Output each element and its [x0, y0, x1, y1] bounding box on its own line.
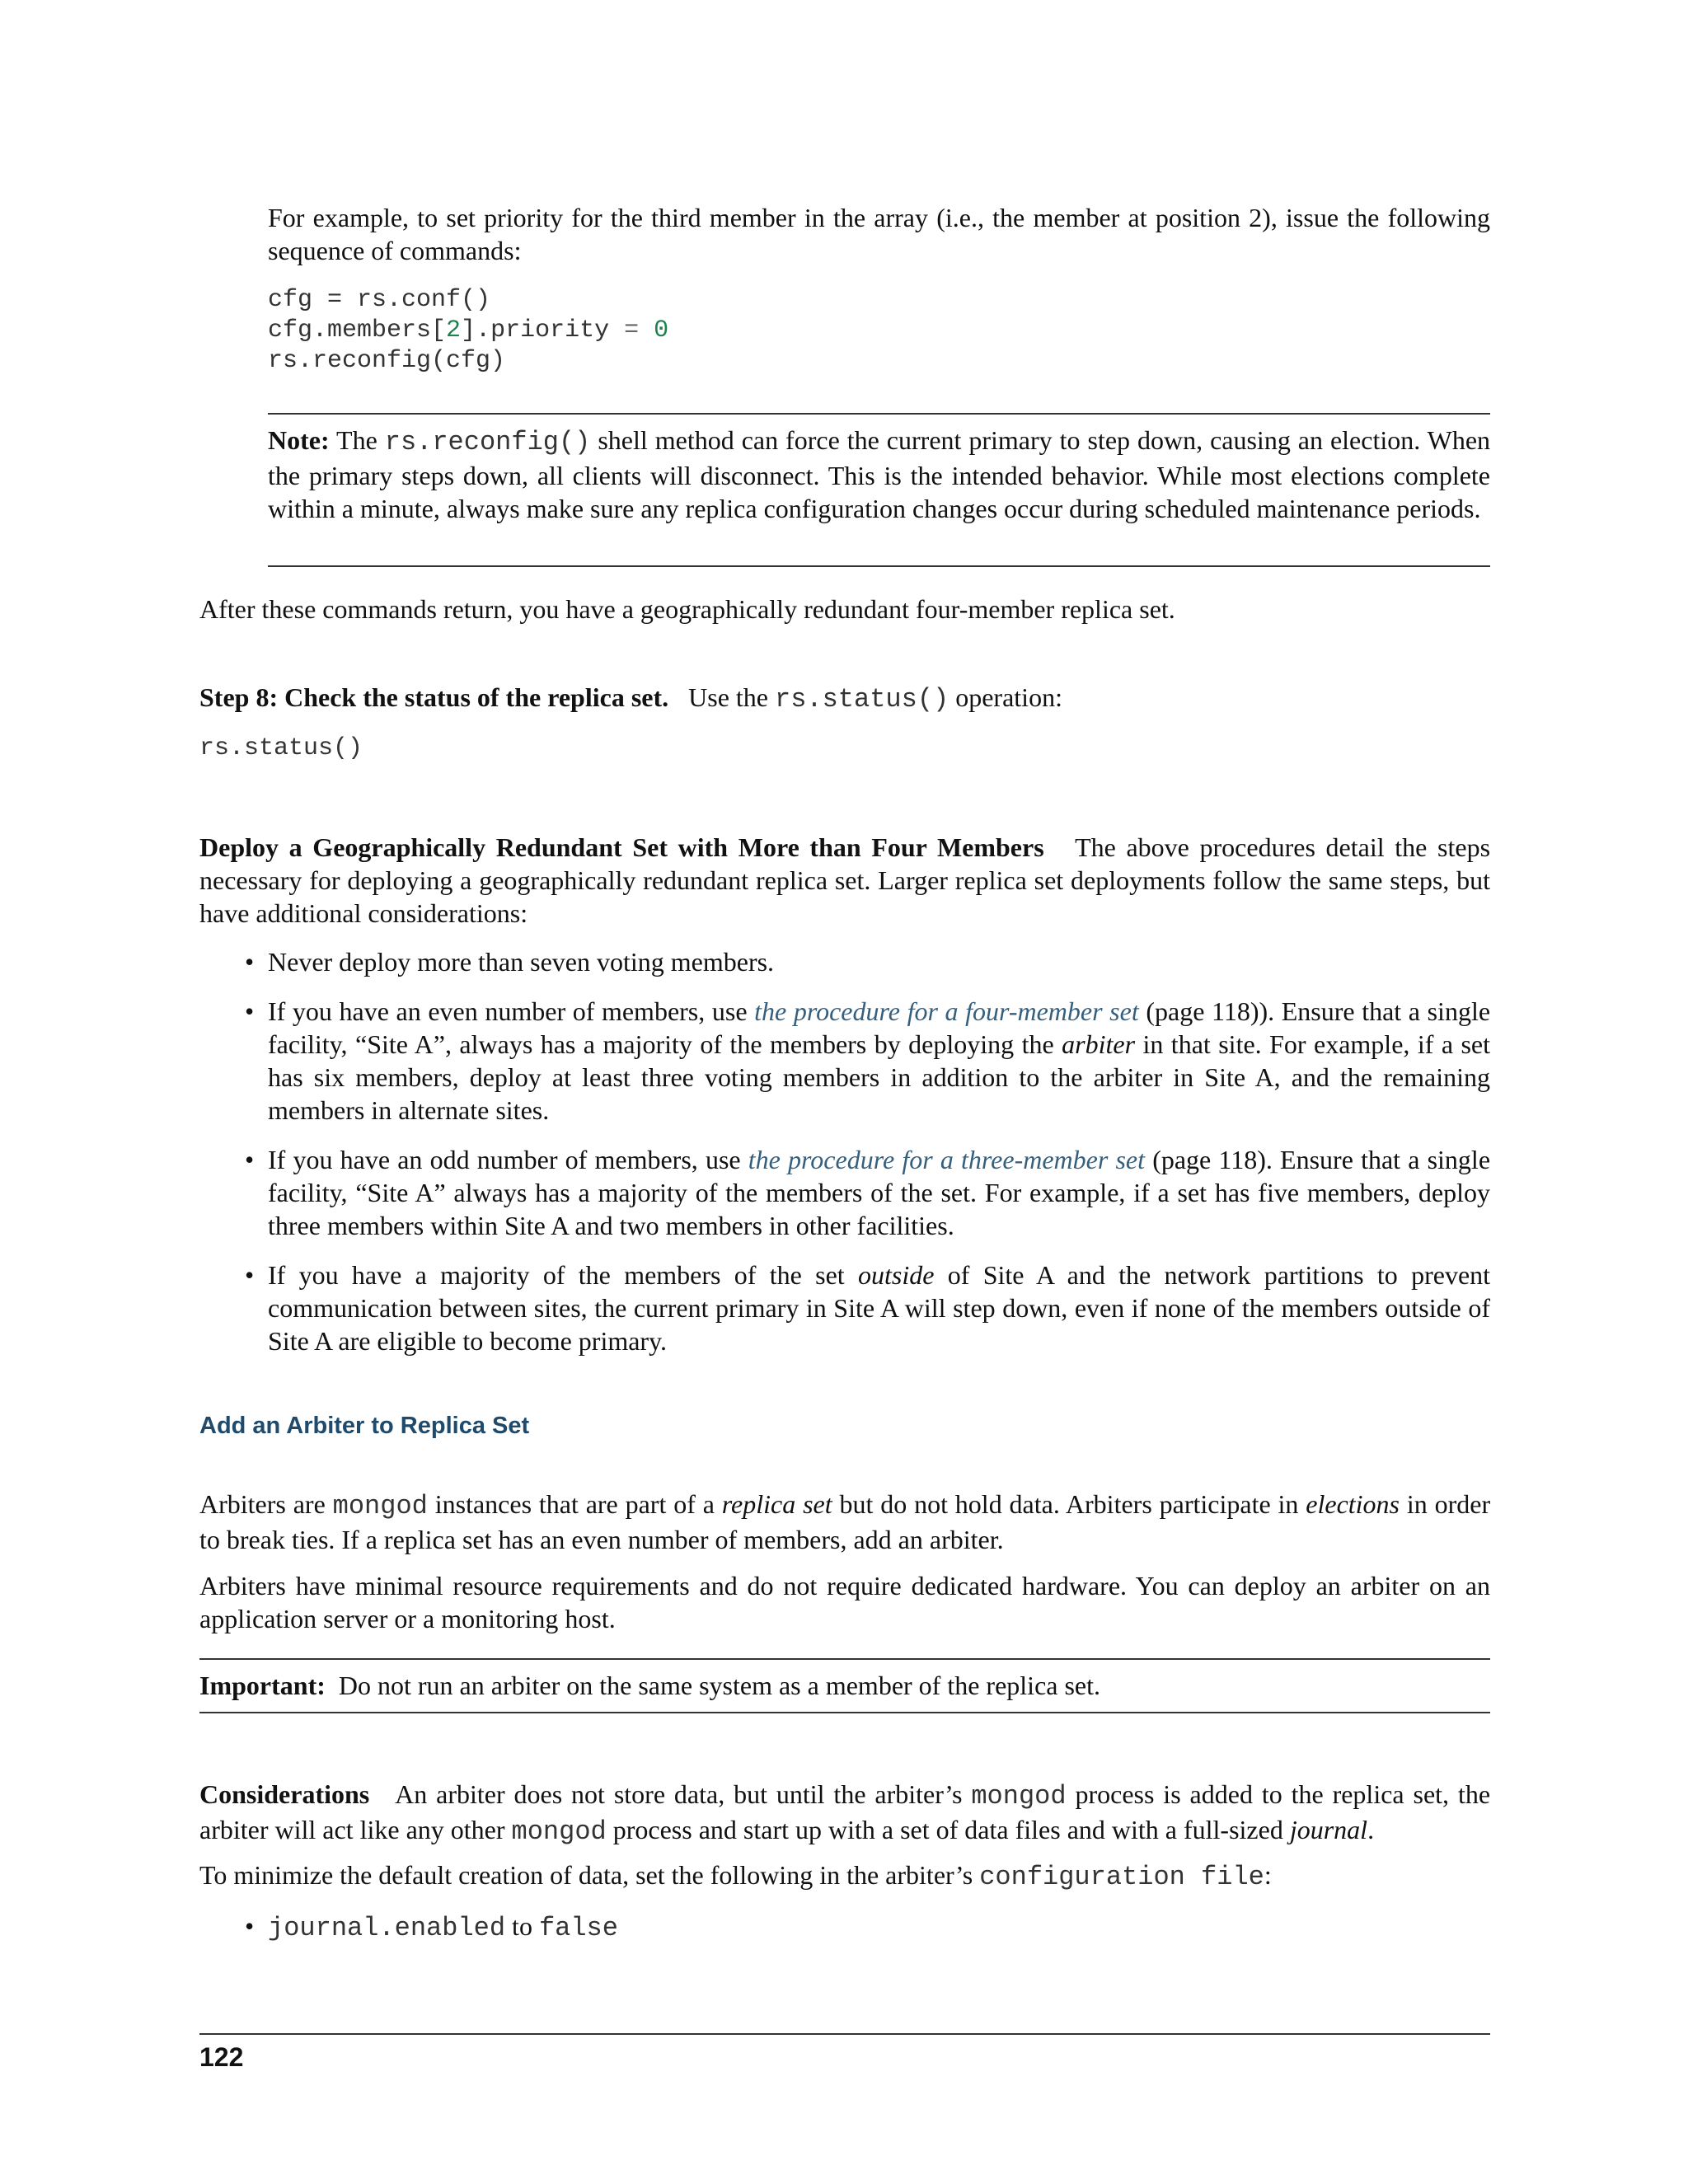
list-item: • If you have an even number of members, use the procedure for a four-member set (page 118)). Ensure that a single facility, “Site A”, always has a majority of the members by deploying the arbiter in that site. For example, if a set has six members, deploy at least three voting members in addition to the arbiter in Site A, and the remaining members in alternate sites.: [245, 995, 1490, 1127]
arbiter-paragraph-1: Arbiters are mongod instances that are part of a replica set but do not hold data. Arbiters participate in elections in order to break ties. If a replica set has an even number of members, add an arbiter.: [199, 1489, 1491, 1554]
three-member-procedure-link[interactable]: the procedure for a three-member set: [748, 1145, 1146, 1174]
four-member-procedure-link[interactable]: the procedure for a four-member set: [754, 996, 1139, 1026]
code-block-status: rs.status(): [199, 734, 363, 762]
code-line: cfg.members[2].priority = 0: [268, 316, 669, 344]
inline-code: mongod: [332, 1491, 428, 1521]
code-block-reconfig: [268, 285, 668, 377]
intro-paragraph: For example, to set priority for the third member in the array (i.e., the member at position 2), issue the following sequence of commands:: [268, 203, 1490, 265]
deploy-heading: Deploy a Geographically Redundant Set with More than Four Members: [199, 832, 1044, 862]
inline-code: journal.enabled: [268, 1913, 506, 1943]
considerations-paragraph: Considerations An arbiter does not store data, but until the arbiter’s mongod process is added to the replica set, the arbiter will act like any other mongod process and start up with a set of data files and with a full-sized journal.: [199, 1779, 1491, 1847]
code-line: rs.reconfig(cfg): [268, 347, 506, 375]
note-label: Note:: [268, 425, 330, 455]
page-number: 122: [199, 2042, 244, 2072]
important-bottom-rule: [199, 1712, 1490, 1713]
inline-code: rs.reconfig(): [384, 427, 591, 457]
important-top-rule: [199, 1658, 1490, 1660]
note-top-rule: [268, 413, 1490, 415]
important-label: Important:: [199, 1671, 326, 1700]
list-item: • If you have a majority of the members of the set outside of Site A and the network partitions to prevent communication between sites, the current primary in Site A will step down, even if none of the members outside of Site A are eligible to become primary.: [245, 1258, 1490, 1357]
inline-code: rs.status(): [774, 684, 950, 715]
deploy-bullet-list: [245, 945, 1490, 1374]
considerations-heading: Considerations: [199, 1779, 370, 1809]
code-line: cfg = rs.conf(): [268, 286, 491, 314]
list-item: • If you have an odd number of members, use the procedure for a three-member set (page 118). Ensure that a single facility, “Site A” always has a majority of the members of the set. For example, if a set has five members, deploy three members within Site A and two members in other facilities.: [245, 1143, 1490, 1242]
inline-code: configuration file: [979, 1862, 1264, 1892]
after-commands-paragraph: After these commands return, you have a geographically redundant four-member replica set.: [199, 594, 1175, 624]
deploy-paragraph: Deploy a Geographically Redundant Set with More than Four Members The above procedures detail the steps necessary for deploying a geographically redundant replica set. Larger replica set deployments follow the same steps, but have additional considerations:: [199, 832, 1491, 928]
config-bullet-list: [245, 1910, 1490, 1961]
inline-code: false: [538, 1913, 618, 1943]
list-item: • journal.enabled to false: [245, 1910, 1490, 1945]
inline-code: mongod: [511, 1816, 607, 1847]
step8-heading: Step 8: Check the status of the replica set. Use the rs.status() operation:: [199, 682, 1062, 715]
important-box: Important: Do not run an arbiter on the same system as a member of the replica set.: [199, 1671, 1101, 1700]
note-box: Note: The rs.reconfig() shell method can force the current primary to step down, causing an election. When the primary steps down, all clients will disconnect. This is the intended behavior. While most elections complete within a minute, always make sure any replica configuration changes occur during scheduled maintenance periods.: [268, 425, 1491, 523]
arbiter-section-heading: Add an Arbiter to Replica Set: [199, 1413, 530, 1439]
inline-code: mongod: [971, 1781, 1067, 1811]
note-bottom-rule: [268, 565, 1490, 567]
arbiter-paragraph-2: Arbiters have minimal resource requirements and do not require dedicated hardware. You can deploy an arbiter on an application server or a monitoring host.: [199, 1571, 1490, 1633]
footer-rule: [199, 2033, 1490, 2035]
list-item: • Never deploy more than seven voting members.: [245, 945, 1490, 978]
minimize-paragraph: To minimize the default creation of data, set the following in the arbiter’s configuration file:: [199, 1860, 1272, 1892]
